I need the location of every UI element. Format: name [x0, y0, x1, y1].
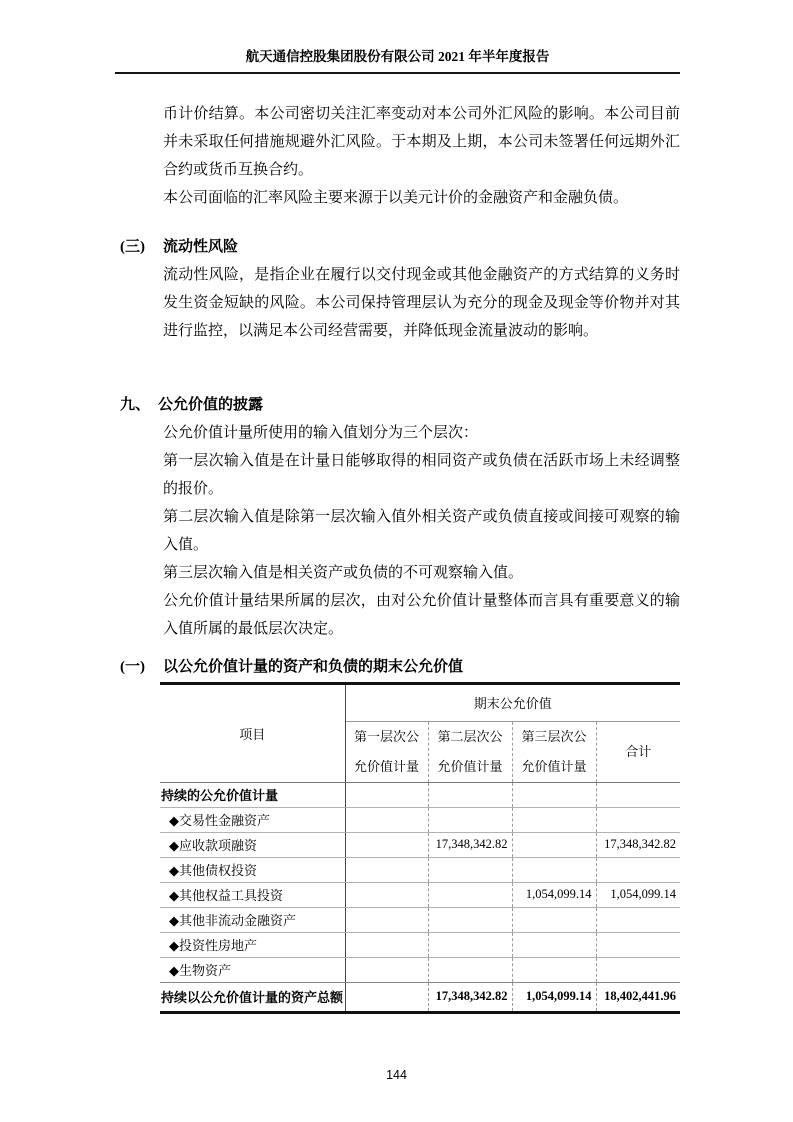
column-header-level1: 第一层次公允价值计量	[345, 721, 428, 782]
table-row	[160, 807, 680, 832]
section-number: (三)	[120, 239, 145, 255]
cell-level2	[428, 882, 512, 907]
table-row	[160, 832, 680, 857]
column-header-group: 期末公允价值	[345, 685, 680, 721]
page-number: 144	[386, 1068, 407, 1082]
table-total-row	[160, 982, 680, 1012]
cell-total	[596, 807, 680, 832]
fair-value-table	[160, 685, 680, 1014]
row-item-label: ◆其他权益工具投资	[160, 882, 345, 907]
row-item-label: ◆生物资产	[160, 957, 345, 982]
column-header-level3: 第三层次公允价值计量	[512, 721, 596, 782]
table-row	[160, 857, 680, 882]
cell-level1	[345, 907, 428, 932]
cell-total	[596, 782, 680, 807]
cell-total: 18,402,441.96	[596, 982, 680, 1012]
table-row	[160, 907, 680, 932]
column-header-total: 合计	[596, 721, 680, 782]
cell-level2: 17,348,342.82	[428, 982, 512, 1012]
cell-level2	[428, 807, 512, 832]
cell-level1	[345, 857, 428, 882]
row-item-label: 持续的公允价值计量	[160, 782, 345, 807]
cell-level3	[512, 782, 596, 807]
paragraph-usd-exposure: 本公司面临的汇率风险主要来源于以美元计价的金融资产和金融负债。	[163, 190, 629, 206]
table-row	[160, 882, 680, 907]
cell-level3	[512, 907, 596, 932]
intro-paragraphs	[163, 100, 680, 212]
table-header-row-group	[160, 685, 680, 721]
column-header-level2: 第二层次公允价值计量	[428, 721, 512, 782]
row-item-label: ◆投资性房地产	[160, 932, 345, 957]
cell-total	[596, 857, 680, 882]
table-row	[160, 932, 680, 957]
section-liquidity-risk	[115, 233, 680, 345]
cell-level1	[345, 807, 428, 832]
cell-level1	[345, 957, 428, 982]
table-row	[160, 957, 680, 982]
cell-total: 17,348,342.82	[596, 832, 680, 857]
table-row	[160, 782, 680, 807]
section-number: 九、	[120, 397, 151, 413]
fv-level-determination: 公允价值计量结果所属的层次，由对公允价值计量整体而言具有重要意义的输入值所属的最低层次决定。	[163, 593, 680, 637]
cell-level2	[428, 907, 512, 932]
cell-level1	[345, 832, 428, 857]
paragraph-currency-risk: 币计价结算。本公司密切关注汇率变动对本公司外汇风险的影响。本公司目前并未采取任何措施规避外汇风险。于本期及上期，本公司未签署任何远期外汇合约或货币互换合约。	[163, 106, 680, 178]
cell-level2	[428, 857, 512, 882]
running-header	[115, 0, 680, 74]
fv-level1-definition: 第一层次输入值是在计量日能够取得的相同资产或负债在活跃市场上未经调整的报价。	[163, 453, 680, 497]
row-item-label: ◆其他债权投资	[160, 857, 345, 882]
cell-level3	[512, 807, 596, 832]
cell-level3: 1,054,099.14	[512, 982, 596, 1012]
fv-level3-definition: 第三层次输入值是相关资产或负债的不可观察输入值。	[163, 565, 524, 581]
row-item-label: ◆应收款项融资	[160, 832, 345, 857]
fv-level2-definition: 第二层次输入值是除第一层次输入值外相关资产或负债直接或间接可观察的输入值。	[163, 509, 680, 553]
cell-total: 1,054,099.14	[596, 882, 680, 907]
row-item-label: 持续以公允价值计量的资产总额	[160, 982, 345, 1012]
cell-level2	[428, 782, 512, 807]
report-title: 航天通信控股集团股份有限公司 2021 年半年度报告	[245, 49, 550, 64]
cell-level2: 17,348,342.82	[428, 832, 512, 857]
cell-level3: 1,054,099.14	[512, 882, 596, 907]
liquidity-risk-body: 流动性风险，是指企业在履行以交付现金或其他金融资产的方式结算的义务时发生资金短缺的风险。本公司保持管理层认为充分的现金及现金等价物并对其进行监控，以满足本公司经营需要，并降低现金流量波动的影响。	[163, 267, 680, 339]
section-title: 流动性风险	[163, 239, 239, 255]
table-title: 以公允价值计量的资产和负债的期末公允价值	[160, 657, 680, 685]
column-header-item: 项目	[160, 685, 345, 782]
cell-level1	[345, 982, 428, 1012]
cell-level3	[512, 932, 596, 957]
cell-level1	[345, 882, 428, 907]
cell-level1	[345, 932, 428, 957]
cell-level3	[512, 832, 596, 857]
section-fair-value-disclosure	[115, 391, 680, 643]
section-number: (一)	[120, 659, 145, 675]
cell-level1	[345, 782, 428, 807]
cell-level2	[428, 932, 512, 957]
section-fv-table	[115, 657, 680, 1014]
section-title: 公允价值的披露	[158, 397, 264, 413]
cell-level3	[512, 857, 596, 882]
cell-level3	[512, 957, 596, 982]
cell-level2	[428, 957, 512, 982]
row-item-label: ◆其他非流动金融资产	[160, 907, 345, 932]
cell-total	[596, 957, 680, 982]
row-item-label: ◆交易性金融资产	[160, 807, 345, 832]
cell-total	[596, 932, 680, 957]
cell-total	[596, 907, 680, 932]
fv-levels-intro: 公允价值计量所使用的输入值划分为三个层次：	[163, 425, 479, 441]
